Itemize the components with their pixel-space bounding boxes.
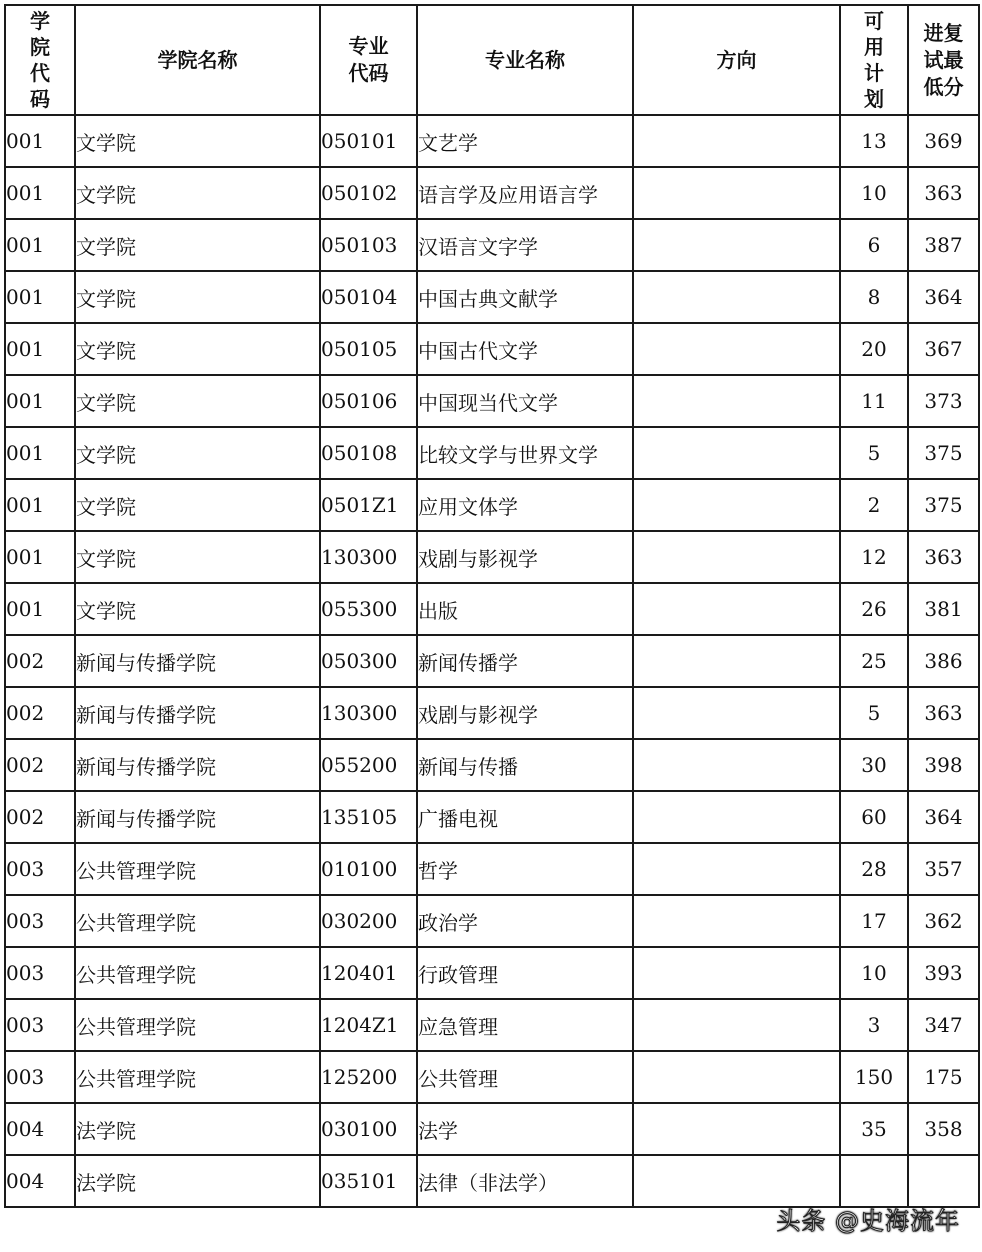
cell-school-name: 文学院 bbox=[75, 323, 320, 375]
cell-min-score bbox=[908, 1155, 979, 1207]
cell-min-score: 375 bbox=[908, 427, 979, 479]
cell-direction bbox=[633, 531, 840, 583]
cell-plan: 25 bbox=[840, 635, 908, 687]
cell-plan: 20 bbox=[840, 323, 908, 375]
table-row bbox=[5, 947, 979, 999]
cell-major-code: 0501Z1 bbox=[320, 479, 417, 531]
table-row bbox=[5, 167, 979, 219]
cell-plan: 3 bbox=[840, 999, 908, 1051]
cell-school-name: 新闻与传播学院 bbox=[75, 739, 320, 791]
cell-school-code: 001 bbox=[5, 271, 75, 323]
cell-direction bbox=[633, 843, 840, 895]
cell-major-code: 055200 bbox=[320, 739, 417, 791]
cell-plan: 10 bbox=[840, 947, 908, 999]
cell-major-name: 广播电视 bbox=[417, 791, 633, 843]
cell-major-name: 新闻与传播 bbox=[417, 739, 633, 791]
cell-plan bbox=[840, 1155, 908, 1207]
cell-school-name: 法学院 bbox=[75, 1103, 320, 1155]
cell-plan: 2 bbox=[840, 479, 908, 531]
cell-direction bbox=[633, 999, 840, 1051]
cell-major-code: 120401 bbox=[320, 947, 417, 999]
cell-min-score: 369 bbox=[908, 115, 979, 167]
cell-plan: 11 bbox=[840, 375, 908, 427]
table-row bbox=[5, 323, 979, 375]
cell-school-code: 002 bbox=[5, 687, 75, 739]
cell-plan: 12 bbox=[840, 531, 908, 583]
table-row bbox=[5, 1155, 979, 1207]
cell-school-code: 003 bbox=[5, 999, 75, 1051]
cell-direction bbox=[633, 219, 840, 271]
cell-major-name: 戏剧与影视学 bbox=[417, 531, 633, 583]
table-row bbox=[5, 479, 979, 531]
cell-major-name: 汉语言文字学 bbox=[417, 219, 633, 271]
cell-school-name: 公共管理学院 bbox=[75, 843, 320, 895]
cell-plan: 17 bbox=[840, 895, 908, 947]
cell-plan: 5 bbox=[840, 687, 908, 739]
cell-school-code: 004 bbox=[5, 1103, 75, 1155]
cell-direction bbox=[633, 375, 840, 427]
cell-major-name: 政治学 bbox=[417, 895, 633, 947]
cell-school-code: 003 bbox=[5, 843, 75, 895]
cell-major-name: 比较文学与世界文学 bbox=[417, 427, 633, 479]
cell-min-score: 363 bbox=[908, 687, 979, 739]
cell-major-code: 1204Z1 bbox=[320, 999, 417, 1051]
cell-school-name: 文学院 bbox=[75, 375, 320, 427]
cell-direction bbox=[633, 635, 840, 687]
cell-major-code: 050101 bbox=[320, 115, 417, 167]
cell-min-score: 387 bbox=[908, 219, 979, 271]
cell-min-score: 358 bbox=[908, 1103, 979, 1155]
cell-min-score: 364 bbox=[908, 271, 979, 323]
cell-direction bbox=[633, 583, 840, 635]
cell-direction bbox=[633, 427, 840, 479]
cell-direction bbox=[633, 1051, 840, 1103]
cell-major-code: 135105 bbox=[320, 791, 417, 843]
cell-min-score: 373 bbox=[908, 375, 979, 427]
table-row bbox=[5, 375, 979, 427]
table-row bbox=[5, 843, 979, 895]
cell-major-name: 应急管理 bbox=[417, 999, 633, 1051]
cell-direction bbox=[633, 167, 840, 219]
cell-plan: 35 bbox=[840, 1103, 908, 1155]
cell-direction bbox=[633, 1103, 840, 1155]
table-row bbox=[5, 219, 979, 271]
cell-min-score: 363 bbox=[908, 167, 979, 219]
cell-plan: 30 bbox=[840, 739, 908, 791]
cell-direction bbox=[633, 115, 840, 167]
cell-major-name: 新闻传播学 bbox=[417, 635, 633, 687]
cell-major-code: 130300 bbox=[320, 687, 417, 739]
header-school-code: 学院代码 bbox=[5, 5, 75, 115]
watermark: 头条 @史海流年 bbox=[776, 1207, 960, 1235]
cell-school-code: 003 bbox=[5, 947, 75, 999]
cell-direction bbox=[633, 739, 840, 791]
cell-school-name: 新闻与传播学院 bbox=[75, 791, 320, 843]
table-row bbox=[5, 895, 979, 947]
cell-major-name: 行政管理 bbox=[417, 947, 633, 999]
cell-school-name: 公共管理学院 bbox=[75, 999, 320, 1051]
header-major-code: 专业代码 bbox=[320, 5, 417, 115]
cell-major-name: 法律（非法学） bbox=[417, 1155, 633, 1207]
cell-school-code: 002 bbox=[5, 635, 75, 687]
cell-school-code: 001 bbox=[5, 167, 75, 219]
table-row bbox=[5, 427, 979, 479]
cell-school-code: 004 bbox=[5, 1155, 75, 1207]
cell-direction bbox=[633, 1155, 840, 1207]
cell-direction bbox=[633, 947, 840, 999]
table-row bbox=[5, 115, 979, 167]
cell-plan: 10 bbox=[840, 167, 908, 219]
cell-major-name: 语言学及应用语言学 bbox=[417, 167, 633, 219]
cell-school-name: 文学院 bbox=[75, 167, 320, 219]
table-row bbox=[5, 635, 979, 687]
cell-min-score: 357 bbox=[908, 843, 979, 895]
cell-plan: 6 bbox=[840, 219, 908, 271]
cell-school-name: 文学院 bbox=[75, 531, 320, 583]
cell-school-name: 文学院 bbox=[75, 219, 320, 271]
cell-plan: 150 bbox=[840, 1051, 908, 1103]
cell-min-score: 367 bbox=[908, 323, 979, 375]
cell-direction bbox=[633, 323, 840, 375]
cell-major-code: 050108 bbox=[320, 427, 417, 479]
cell-school-name: 新闻与传播学院 bbox=[75, 635, 320, 687]
cell-school-code: 001 bbox=[5, 427, 75, 479]
cell-school-code: 001 bbox=[5, 583, 75, 635]
cell-direction bbox=[633, 687, 840, 739]
cell-major-code: 055300 bbox=[320, 583, 417, 635]
cell-major-name: 中国古典文献学 bbox=[417, 271, 633, 323]
cell-school-name: 法学院 bbox=[75, 1155, 320, 1207]
cell-school-code: 001 bbox=[5, 323, 75, 375]
cell-major-code: 010100 bbox=[320, 843, 417, 895]
cell-school-code: 002 bbox=[5, 739, 75, 791]
header-major-name: 专业名称 bbox=[417, 5, 633, 115]
table-row bbox=[5, 583, 979, 635]
table-row bbox=[5, 1103, 979, 1155]
cell-min-score: 175 bbox=[908, 1051, 979, 1103]
cell-plan: 5 bbox=[840, 427, 908, 479]
table-row bbox=[5, 739, 979, 791]
cell-plan: 26 bbox=[840, 583, 908, 635]
cell-school-code: 003 bbox=[5, 895, 75, 947]
cell-school-name: 公共管理学院 bbox=[75, 1051, 320, 1103]
cell-school-code: 001 bbox=[5, 219, 75, 271]
cell-plan: 13 bbox=[840, 115, 908, 167]
table-row bbox=[5, 1051, 979, 1103]
table-row bbox=[5, 791, 979, 843]
cell-major-name: 中国古代文学 bbox=[417, 323, 633, 375]
cell-direction bbox=[633, 271, 840, 323]
cell-min-score: 364 bbox=[908, 791, 979, 843]
cell-direction bbox=[633, 895, 840, 947]
cell-major-name: 法学 bbox=[417, 1103, 633, 1155]
cell-major-name: 公共管理 bbox=[417, 1051, 633, 1103]
cell-school-code: 003 bbox=[5, 1051, 75, 1103]
cell-major-code: 130300 bbox=[320, 531, 417, 583]
cell-major-code: 035101 bbox=[320, 1155, 417, 1207]
cell-school-name: 公共管理学院 bbox=[75, 947, 320, 999]
cell-min-score: 398 bbox=[908, 739, 979, 791]
header-plan: 可用计划 bbox=[840, 5, 908, 115]
cell-major-code: 125200 bbox=[320, 1051, 417, 1103]
cell-school-code: 001 bbox=[5, 375, 75, 427]
cell-major-code: 050105 bbox=[320, 323, 417, 375]
cell-plan: 8 bbox=[840, 271, 908, 323]
header-min-score: 进复试最低分 bbox=[908, 5, 979, 115]
cell-school-name: 文学院 bbox=[75, 479, 320, 531]
cell-school-code: 001 bbox=[5, 115, 75, 167]
cell-major-name: 文艺学 bbox=[417, 115, 633, 167]
cell-school-name: 文学院 bbox=[75, 271, 320, 323]
cell-min-score: 362 bbox=[908, 895, 979, 947]
cell-major-code: 050106 bbox=[320, 375, 417, 427]
cell-min-score: 347 bbox=[908, 999, 979, 1051]
cell-school-code: 001 bbox=[5, 479, 75, 531]
cell-major-code: 050103 bbox=[320, 219, 417, 271]
header-direction: 方向 bbox=[633, 5, 840, 115]
cell-major-code: 050300 bbox=[320, 635, 417, 687]
cell-min-score: 375 bbox=[908, 479, 979, 531]
table-row bbox=[5, 687, 979, 739]
cell-plan: 60 bbox=[840, 791, 908, 843]
cell-major-name: 应用文体学 bbox=[417, 479, 633, 531]
cell-major-name: 出版 bbox=[417, 583, 633, 635]
cell-plan: 28 bbox=[840, 843, 908, 895]
cell-min-score: 381 bbox=[908, 583, 979, 635]
admissions-table bbox=[4, 4, 980, 1208]
cell-school-name: 新闻与传播学院 bbox=[75, 687, 320, 739]
cell-major-code: 030100 bbox=[320, 1103, 417, 1155]
cell-school-name: 公共管理学院 bbox=[75, 895, 320, 947]
cell-school-name: 文学院 bbox=[75, 427, 320, 479]
cell-school-name: 文学院 bbox=[75, 583, 320, 635]
cell-min-score: 393 bbox=[908, 947, 979, 999]
cell-direction bbox=[633, 791, 840, 843]
cell-major-name: 戏剧与影视学 bbox=[417, 687, 633, 739]
header-row bbox=[5, 5, 979, 115]
table-row bbox=[5, 531, 979, 583]
header-school-name: 学院名称 bbox=[75, 5, 320, 115]
cell-min-score: 363 bbox=[908, 531, 979, 583]
cell-major-code: 050104 bbox=[320, 271, 417, 323]
table-row bbox=[5, 999, 979, 1051]
table-row bbox=[5, 271, 979, 323]
cell-school-code: 002 bbox=[5, 791, 75, 843]
cell-direction bbox=[633, 479, 840, 531]
cell-major-name: 哲学 bbox=[417, 843, 633, 895]
cell-school-code: 001 bbox=[5, 531, 75, 583]
cell-major-code: 050102 bbox=[320, 167, 417, 219]
cell-major-name: 中国现当代文学 bbox=[417, 375, 633, 427]
cell-min-score: 386 bbox=[908, 635, 979, 687]
cell-major-code: 030200 bbox=[320, 895, 417, 947]
cell-school-name: 文学院 bbox=[75, 115, 320, 167]
